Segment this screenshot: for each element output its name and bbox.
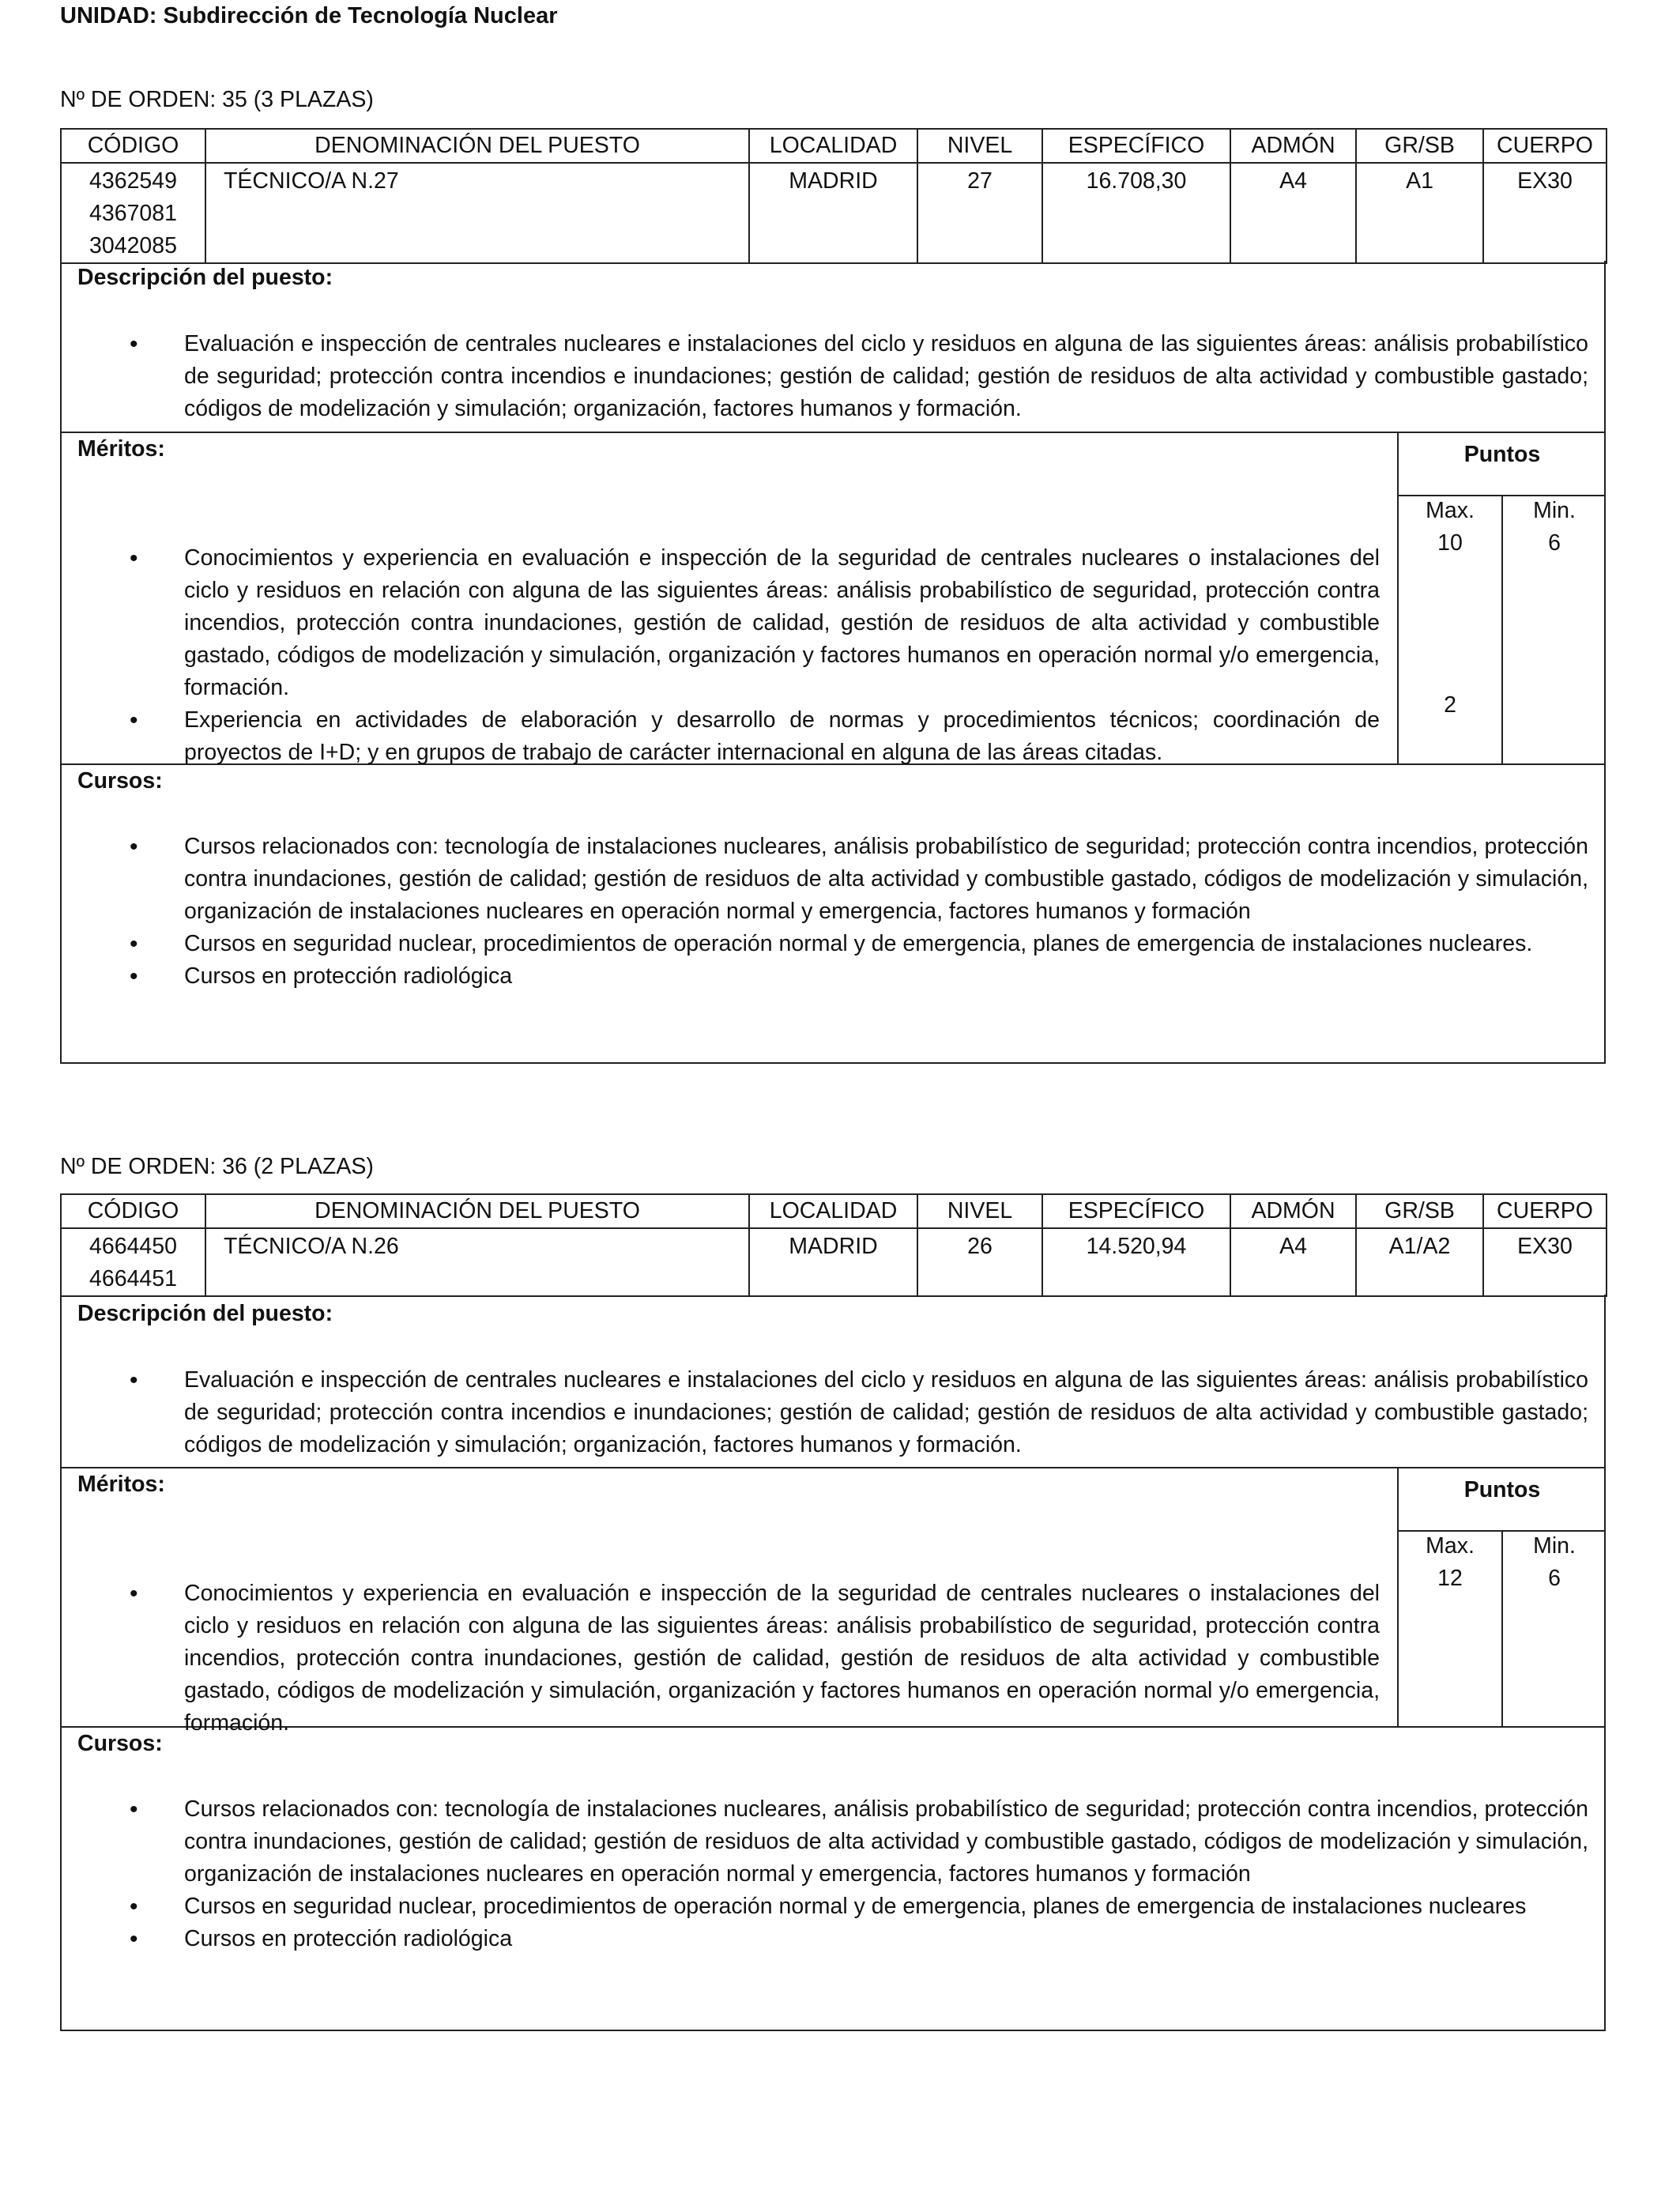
header-cuerpo: CUERPO	[1483, 129, 1607, 163]
especifico-cell: 14.520,94	[1042, 1228, 1230, 1296]
min-label: Min.	[1533, 1533, 1576, 1559]
header-localidad: LOCALIDAD	[749, 1194, 917, 1228]
max-column	[1399, 1530, 1501, 1595]
table-row	[61, 163, 1607, 263]
code: 4664451	[89, 1266, 177, 1291]
list-item: • Cursos en protección radiológica	[62, 960, 1604, 993]
merits-list	[62, 542, 1397, 769]
denominacion-cell: TÉCNICO/A N.26	[205, 1228, 749, 1296]
grsb-cell: A1	[1356, 163, 1483, 263]
min-value: 6	[1548, 530, 1561, 556]
max-label: Max.	[1426, 498, 1475, 523]
list-item: • Cursos en seguridad nuclear, procedimientos de operación normal y de emergencia, planes de emergencia de instalaciones nucleares.	[62, 928, 1604, 960]
points-column	[1397, 1467, 1606, 1726]
courses-label: Cursos:	[77, 768, 163, 794]
header-codigo: CÓDIGO	[61, 1194, 205, 1228]
header-especifico: ESPECÍFICO	[1042, 1194, 1230, 1228]
max-value-2: 2	[1444, 692, 1456, 718]
order-35-description-section	[60, 261, 1606, 433]
header-admon: ADMÓN	[1230, 129, 1356, 163]
header-denominacion: DENOMINACIÓN DEL PUESTO	[205, 1194, 749, 1228]
code: 4367081	[89, 201, 177, 226]
order-36-courses-section	[60, 1726, 1606, 2031]
order-36-position-table	[60, 1193, 1607, 1297]
cuerpo-cell: EX30	[1483, 1228, 1607, 1296]
list-item: • Cursos relacionados con: tecnología de instalaciones nucleares, análisis probabilístico de seguridad; protección contra incendios, protección contra inundaciones, gestión de calidad; gestión de residuos de alta actividad y combustible gastado, códigos de modelización y simulación, organización de instalaciones nucleares en operación normal y emergencia, factores humanos y formación	[62, 831, 1604, 928]
description-list	[62, 328, 1604, 425]
header-nivel: NIVEL	[917, 1194, 1042, 1228]
code: 4664450	[89, 1234, 177, 1259]
header-grsb: GR/SB	[1356, 1194, 1483, 1228]
min-label: Min.	[1533, 498, 1576, 523]
merits-content	[62, 432, 1397, 769]
description-label: Descripción del puesto:	[77, 1301, 333, 1326]
order-35-title: Nº DE ORDEN: 35 (3 PLAZAS)	[60, 87, 374, 112]
list-item: • Evaluación e inspección de centrales nucleares e instalaciones del ciclo y residuos en alguna de las siguientes áreas: análisis probabilístico de seguridad; protección contra incendios e inundaciones; gestión de calidad; gestión de residuos de alta actividad y combustible gastado; códigos de modelización y simulación; organización, factores humanos y formación.	[62, 328, 1604, 425]
unit-title: UNIDAD: Subdirección de Tecnología Nuclear	[60, 3, 558, 28]
min-value: 6	[1548, 1566, 1561, 1591]
order-36-title: Nº DE ORDEN: 36 (2 PLAZAS)	[60, 1154, 374, 1179]
localidad-cell: MADRID	[749, 163, 917, 263]
merits-content	[62, 1467, 1397, 1740]
codes-cell	[61, 1228, 205, 1296]
max-value: 10	[1437, 530, 1463, 556]
courses-label: Cursos:	[77, 1731, 163, 1756]
list-item: • Cursos en protección radiológica	[62, 1923, 1604, 1955]
max-column	[1399, 495, 1501, 722]
admon-cell: A4	[1230, 163, 1356, 263]
list-item: • Cursos en seguridad nuclear, procedimientos de operación normal y de emergencia, planes de emergencia de instalaciones nucleares	[62, 1891, 1604, 1923]
table-row	[61, 1228, 1607, 1296]
localidad-cell: MADRID	[749, 1228, 917, 1296]
grsb-cell: A1/A2	[1356, 1228, 1483, 1296]
merits-list	[62, 1578, 1397, 1740]
codes-cell	[61, 163, 205, 263]
merits-label: Méritos:	[77, 436, 165, 462]
cuerpo-cell: EX30	[1483, 163, 1607, 263]
points-label: Puntos	[1399, 1467, 1606, 1532]
order-35-courses-section	[60, 763, 1606, 1064]
min-column	[1503, 1530, 1606, 1595]
header-denominacion: DENOMINACIÓN DEL PUESTO	[205, 129, 749, 163]
denominacion-cell: TÉCNICO/A N.27	[205, 163, 749, 263]
header-codigo: CÓDIGO	[61, 129, 205, 163]
table-header-row	[61, 1194, 1607, 1228]
header-especifico: ESPECÍFICO	[1042, 129, 1230, 163]
order-35-merits-section	[60, 432, 1606, 765]
merits-label: Méritos:	[77, 1472, 165, 1497]
max-value: 12	[1437, 1566, 1463, 1591]
courses-list	[62, 831, 1604, 993]
points-label: Puntos	[1399, 432, 1606, 496]
points-column	[1397, 432, 1606, 763]
min-column	[1503, 495, 1606, 560]
header-cuerpo: CUERPO	[1483, 1194, 1607, 1228]
header-grsb: GR/SB	[1356, 129, 1483, 163]
header-admon: ADMÓN	[1230, 1194, 1356, 1228]
list-item: • Conocimientos y experiencia en evaluación e inspección de la seguridad de centrales nucleares o instalaciones del ciclo y residuos en relación con alguna de las siguientes áreas: análisis probabilístico de seguridad, protección contra incendios, protección contra inundaciones, gestión de calidad, gestión de residuos de alta actividad y combustible gastado, códigos de modelización y simulación, organización y factores humanos en operación normal y/o emergencia, formación.	[62, 542, 1397, 704]
description-list	[62, 1364, 1604, 1461]
list-item: • Evaluación e inspección de centrales nucleares e instalaciones del ciclo y residuos en alguna de las siguientes áreas: análisis probabilístico de seguridad; protección contra incendios e inundaciones; gestión de calidad; gestión de residuos de alta actividad y combustible gastado; códigos de modelización y simulación; organización, factores humanos y formación.	[62, 1364, 1604, 1461]
table-header-row	[61, 129, 1607, 163]
courses-list	[62, 1793, 1604, 1955]
order-36-description-section	[60, 1295, 1606, 1468]
list-item: • Cursos relacionados con: tecnología de instalaciones nucleares, análisis probabilístico de seguridad; protección contra incendios, protección contra inundaciones, gestión de calidad; gestión de residuos de alta actividad y combustible gastado, códigos de modelización y simulación, organización de instalaciones nucleares en operación normal y emergencia, factores humanos y formación	[62, 1793, 1604, 1891]
nivel-cell: 27	[917, 163, 1042, 263]
order-36-merits-section	[60, 1467, 1606, 1736]
order-35-position-table	[60, 128, 1607, 264]
max-label: Max.	[1426, 1533, 1475, 1559]
list-item: • Experiencia en actividades de elaboración y desarrollo de normas y procedimientos técnicos; coordinación de proyectos de I+D; y en grupos de trabajo de carácter internacional en alguna de las áreas citadas.	[62, 704, 1397, 769]
list-item: • Conocimientos y experiencia en evaluación e inspección de la seguridad de centrales nucleares o instalaciones del ciclo y residuos en relación con alguna de las siguientes áreas: análisis probabilístico de seguridad, protección contra incendios, protección contra inundaciones, gestión de calidad, gestión de residuos de alta actividad y combustible gastado, códigos de modelización y simulación, organización y factores humanos en operación normal y/o emergencia, formación.	[62, 1578, 1397, 1740]
nivel-cell: 26	[917, 1228, 1042, 1296]
header-localidad: LOCALIDAD	[749, 129, 917, 163]
admon-cell: A4	[1230, 1228, 1356, 1296]
code: 3042085	[89, 233, 177, 258]
header-nivel: NIVEL	[917, 129, 1042, 163]
description-label: Descripción del puesto:	[77, 265, 333, 290]
especifico-cell: 16.708,30	[1042, 163, 1230, 263]
code: 4362549	[89, 168, 177, 194]
